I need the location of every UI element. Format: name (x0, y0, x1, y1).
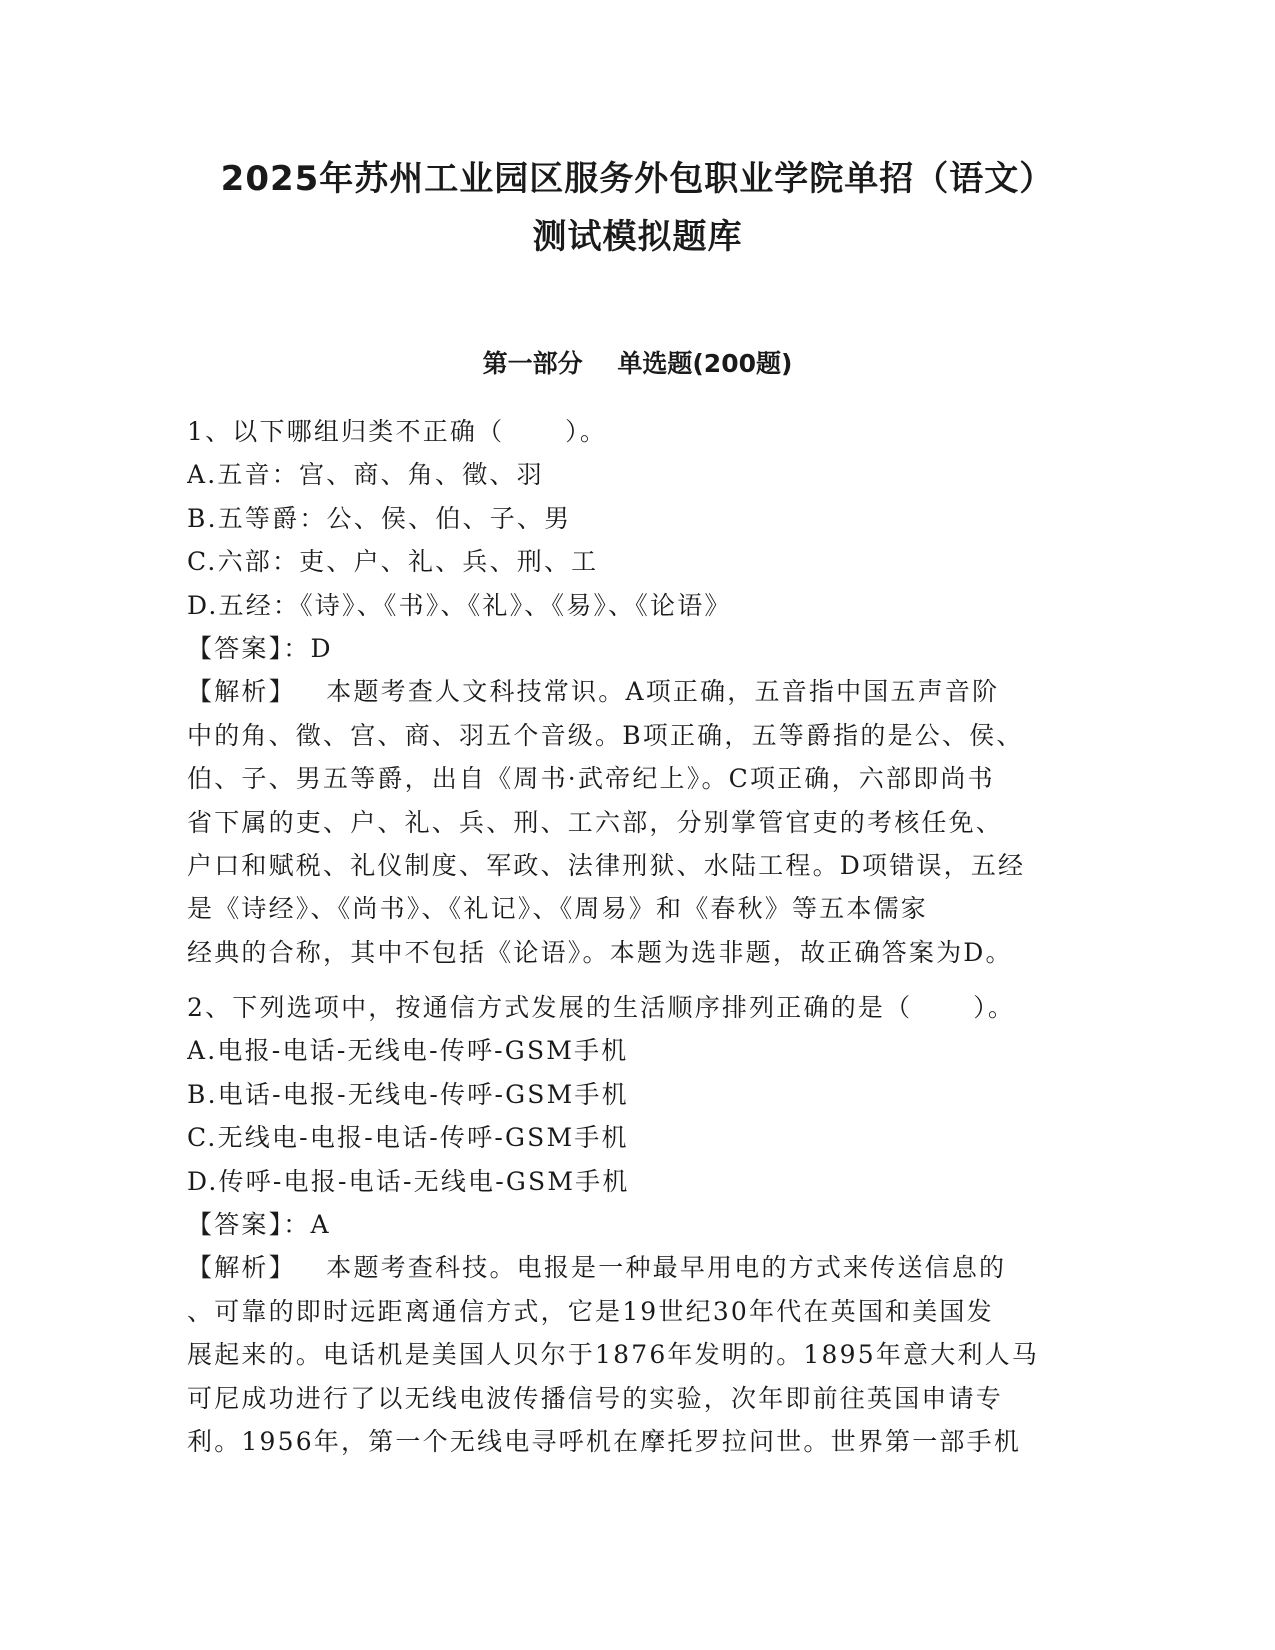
explanation-line: 中的角、徵、宫、商、羽五个音级。B项正确，五等爵指的是公、侯、 (187, 720, 1024, 750)
question-line: 1、以下哪组归类不正确（ ）。 (187, 417, 608, 446)
option-line: C.六部：吏、户、礼、兵、刑、工 (187, 547, 599, 577)
explanation-line: 伯、子、男五等爵，出自《周书·武帝纪上》。C项正确，六部即尚书 (187, 764, 995, 794)
explanation-line: 省下属的吏、户、礼、兵、刑、工六部，分别掌管官吏的考核任免、 (187, 807, 1004, 837)
answer-line: 【答案】：A (187, 1210, 331, 1240)
option-line: C.无线电-电报-电话-传呼-GSM手机 (187, 1123, 629, 1153)
question-list (187, 410, 1082, 1463)
section-title: 第一部分 单选题(200题) (482, 349, 793, 378)
explanation-line: 展起来的。电话机是美国人贝尔于1876年发明的。1895年意大利人马 (187, 1340, 1040, 1370)
option-line: A.电报-电话-无线电-传呼-GSM手机 (187, 1036, 629, 1066)
explanation-line: 经典的合称，其中不包括《论语》。本题为选非题，故正确答案为D。 (187, 937, 1013, 967)
document-title-line-1: 2025年苏州工业园区服务外包职业学院单招（语文） (220, 159, 1055, 199)
explanation-line: 可尼成功进行了以无线电波传播信号的实验，次年即前往英国申请专 (187, 1383, 1004, 1413)
option-line: B.电话-电报-无线电-传呼-GSM手机 (187, 1079, 629, 1109)
explanation-line: 户口和赋税、礼仪制度、军政、法律刑狱、水陆工程。D项错误，五经 (187, 850, 1026, 880)
explanation-line: 是《诗经》、《尚书》、《礼记》、《周易》和《春秋》等五本儒家 (187, 894, 929, 924)
option-line: B.五等爵：公、侯、伯、子、男 (187, 503, 572, 533)
explanation-line: 【解析】 本题考查人文科技常识。A项正确，五音指中国五声音阶 (187, 677, 1000, 707)
answer-line: 【答案】：D (187, 633, 333, 663)
option-line: D.传呼-电报-电话-无线电-GSM手机 (187, 1166, 630, 1196)
option-line: D.五经：《诗》、《书》、《礼》、《易》、《论语》 (187, 590, 732, 620)
document-title (0, 150, 1275, 266)
question-1 (187, 410, 1082, 974)
document-title-line-2: 测试模拟题库 (532, 217, 743, 257)
question-line: 2、下列选项中，按通信方式发展的生活顺序排列正确的是（ ）。 (187, 993, 1016, 1023)
explanation-line: 、可靠的即时远距离通信方式，它是19世纪30年代在英国和美国发 (187, 1296, 994, 1326)
question-2 (187, 986, 1082, 1463)
explanation-line: 利。1956年，第一个无线电寻呼机在摩托罗拉问世。世界第一部手机 (187, 1426, 1022, 1456)
explanation-line: 【解析】 本题考查科技。电报是一种最早用电的方式来传送信息的 (187, 1253, 1007, 1283)
option-line: A.五音：宫、商、角、徵、羽 (187, 460, 544, 490)
